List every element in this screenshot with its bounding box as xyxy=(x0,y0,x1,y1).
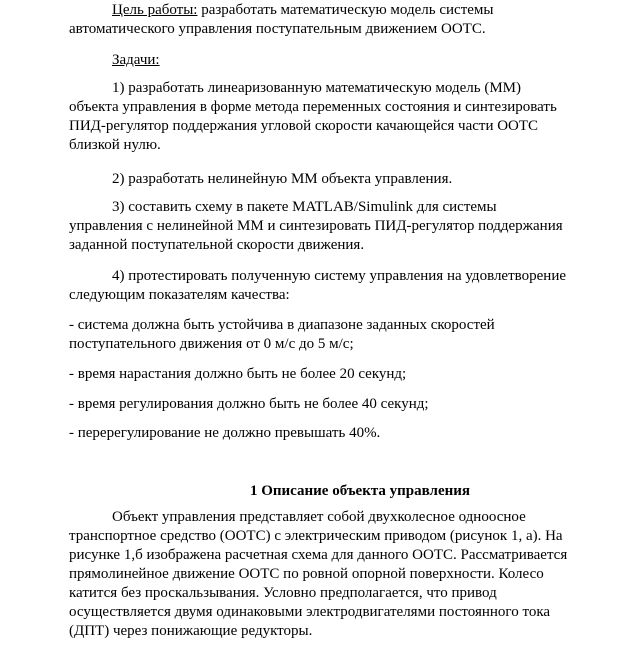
criterion-1-line-2: поступательного движения от 0 м/с до 5 м/с; xyxy=(69,336,354,352)
section-1-line-3: рисунке 1,б изображена расчетная схема для данного ООТС. Рассматривается xyxy=(69,547,568,563)
criterion-1 xyxy=(69,316,625,354)
task-1-line-4: близкой нулю. xyxy=(69,137,161,153)
criterion-3: - время регулирования должно быть не более 40 секунд; xyxy=(69,396,429,412)
task-1-line-3: ПИД-регулятор поддержания угловой скорости качающейся части ООТС xyxy=(69,118,539,134)
tasks-label-line xyxy=(69,51,625,70)
task-3 xyxy=(69,198,625,255)
section-1-body xyxy=(69,508,625,641)
tasks-label: Задачи: xyxy=(112,52,160,68)
section-1-line-1: Объект управления представляет собой двухколесное одноосное xyxy=(112,509,526,525)
section-1-line-6: осуществляется двумя одинаковыми электродвигателями постоянного тока xyxy=(69,604,551,620)
goal-text-1: разработать математическую модель системы xyxy=(197,2,494,18)
task-4-line-2: следующим показателям качества: xyxy=(69,287,290,303)
task-2: 2) разработать нелинейную ММ объекта управления. xyxy=(112,171,453,187)
criterion-4: - перерегулирование не должно превышать 40%. xyxy=(69,425,381,441)
section-1-line-4: прямолинейное движение ООТС по ровной опорной поверхности. Колесо xyxy=(69,566,544,582)
task-3-line-1: 3) составить схему в пакете MATLAB/Simulink для системы xyxy=(112,199,497,215)
task-1-line-2: объекта управления в форме метода переменных состояния и синтезировать xyxy=(69,99,557,115)
task-3-line-3: заданной поступательной скорости движения. xyxy=(69,237,365,253)
criterion-1-line-1: - система должна быть устойчива в диапазоне заданных скоростей xyxy=(69,317,495,333)
goal-paragraph xyxy=(69,1,625,39)
goal-line-1 xyxy=(69,1,625,20)
section-1-line-2: транспортное средство (ООТС) с электрическим приводом (рисунок 1, а). На xyxy=(69,528,563,544)
task-1-line-1: 1) разработать линеаризованную математическую модель (ММ) xyxy=(112,80,521,96)
goal-line-2: автоматического управления поступательным движением ООТС. xyxy=(69,21,486,37)
section-1-line-5: катится без проскальзывания. Условно предполагается, что привод xyxy=(69,585,497,601)
task-4 xyxy=(69,267,625,305)
task-1 xyxy=(69,79,625,155)
section-1-heading: 1 Описание объекта управления xyxy=(249,483,471,499)
task-3-line-2: управления с нелинейной ММ и синтезировать ПИД-регулятор поддержания xyxy=(69,218,563,234)
goal-label: Цель работы: xyxy=(112,2,198,18)
task-4-line-1: 4) протестировать полученную систему управления на удовлетворение xyxy=(112,268,566,284)
section-1-line-7: (ДПТ) через понижающие редукторы. xyxy=(69,623,313,639)
criterion-2: - время нарастания должно быть не более 20 секунд; xyxy=(69,366,407,382)
